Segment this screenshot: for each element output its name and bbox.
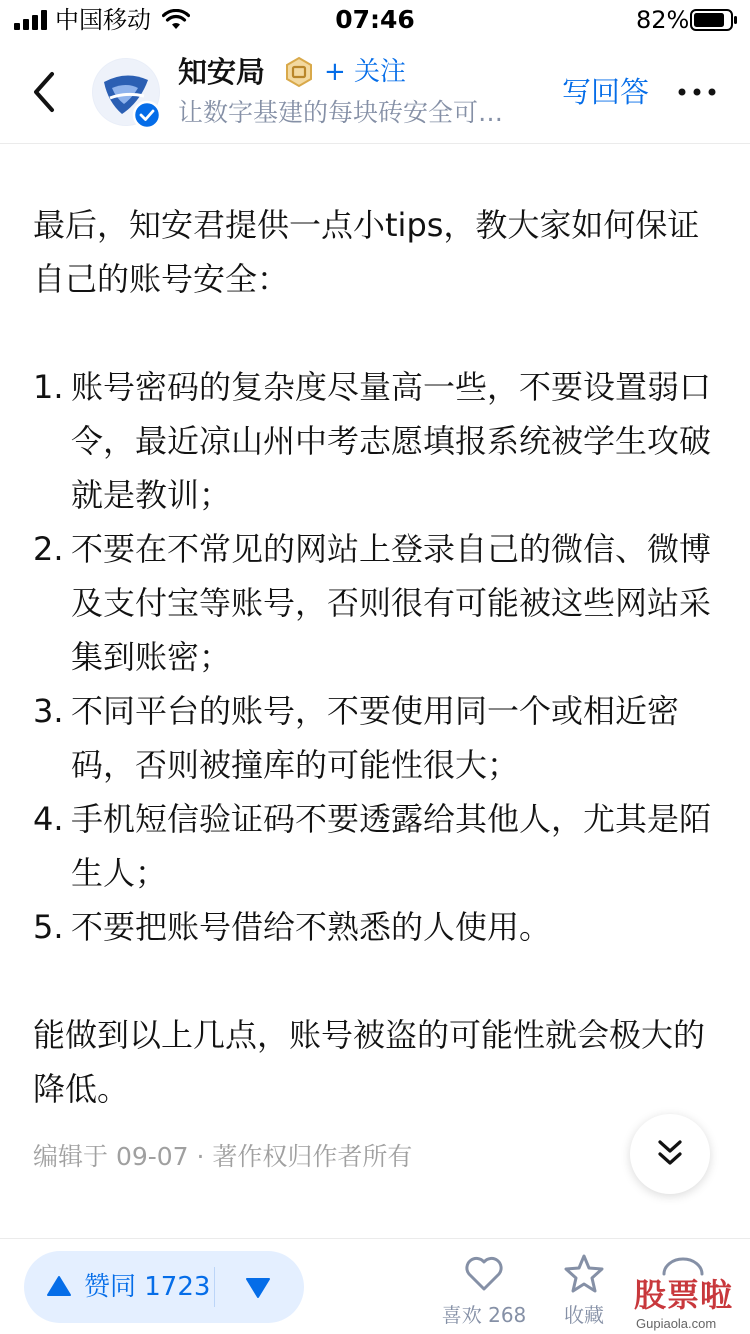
list-item-text: 不同平台的账号，不要使用同一个或相近密码，否则被撞库的可能性很大；: [71, 692, 680, 784]
badge-icon: [283, 56, 315, 88]
write-answer-button[interactable]: 写回答: [562, 75, 650, 109]
status-time: 07:46: [335, 5, 415, 34]
verified-icon: [132, 100, 162, 130]
list-item: [33, 792, 723, 900]
status-bar: [0, 0, 750, 40]
list-item-number: 3.: [33, 692, 64, 730]
collect-label: 收藏: [564, 1303, 604, 1327]
chevron-double-down-icon: [656, 1138, 684, 1170]
author-name[interactable]: 知安局: [178, 55, 266, 89]
like-label: 喜欢 268: [441, 1303, 527, 1327]
list-item: [33, 360, 723, 522]
battery-icon: [690, 9, 738, 31]
intro-paragraph: 最后，知安君提供一点小tips，教大家如何保证自己的账号安全：: [33, 206, 700, 298]
triangle-up-icon: [46, 1275, 72, 1297]
edit-info: 编辑于 09-07 · 著作权归作者所有: [33, 1142, 413, 1171]
author-bio: 让数字基建的每块砖安全可…: [178, 98, 504, 127]
follow-button[interactable]: + 关注: [324, 57, 407, 87]
vote-up-label: 赞同 1723: [84, 1272, 211, 1302]
vote-up-button[interactable]: [24, 1251, 214, 1323]
list-item-text: 账号密码的复杂度尽量高一些，不要设置弱口令，最近凉山州中考志愿填报系统被学生攻破就是教训；: [71, 368, 712, 514]
carrier-name: 中国移动: [55, 6, 151, 34]
next-answer-button[interactable]: [630, 1114, 710, 1194]
answer-content: [33, 198, 723, 1116]
watermark-url: Gupiaola.com: [636, 1316, 717, 1331]
watermark-logo: [632, 1276, 748, 1334]
list-item: [33, 684, 723, 792]
like-button[interactable]: [432, 1253, 536, 1329]
heart-icon: [463, 1253, 505, 1293]
list-item: [33, 900, 723, 954]
list-item-text: 不要在不常见的网站上登录自己的微信、微博及支付宝等账号，否则很有可能被这些网站采集到账密；: [71, 530, 712, 676]
star-icon: [563, 1253, 605, 1293]
list-item: [33, 522, 723, 684]
list-item-number: 1.: [33, 368, 64, 406]
watermark-text: 股票啦: [634, 1276, 734, 1314]
list-item-number: 2.: [33, 530, 64, 568]
list-item-text: 手机短信验证码不要透露给其他人，尤其是陌生人；: [71, 800, 712, 892]
vote-group: [24, 1251, 304, 1323]
list-item-number: 5.: [33, 908, 64, 946]
collect-button[interactable]: [548, 1253, 620, 1329]
tips-list: [33, 360, 723, 954]
vote-down-button[interactable]: [215, 1251, 304, 1323]
battery-percent: 82%: [636, 6, 690, 34]
conclusion-paragraph: 能做到以上几点，账号被盗的可能性就会极大的降低。: [33, 1016, 706, 1108]
list-item-text: 不要把账号借给不熟悉的人使用。: [71, 908, 552, 946]
more-icon[interactable]: [676, 74, 718, 110]
triangle-down-icon: [245, 1277, 271, 1299]
back-arrow-icon[interactable]: [24, 66, 64, 118]
list-item-number: 4.: [33, 800, 64, 838]
answer-header: [0, 40, 750, 144]
